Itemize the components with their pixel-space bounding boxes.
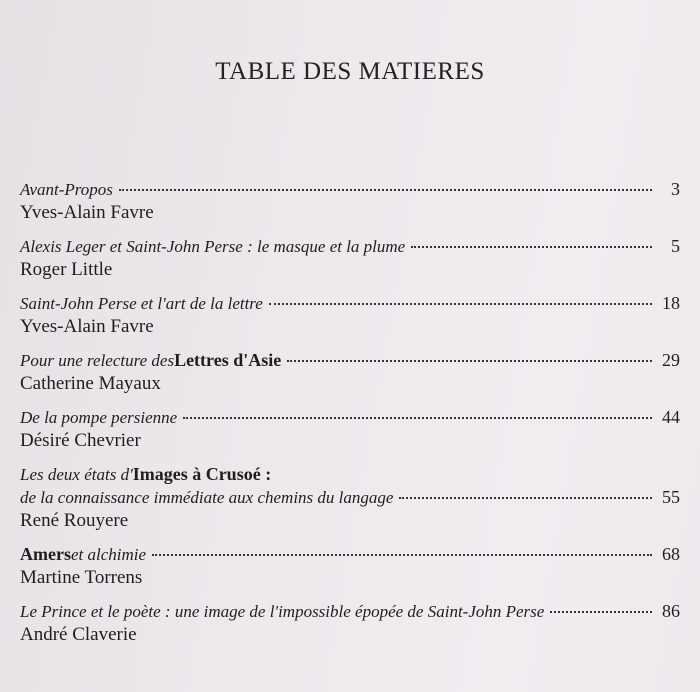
- page-title: TABLE DES MATIERES: [215, 58, 485, 85]
- page-number: 5: [671, 236, 680, 256]
- toc-entry: [20, 543, 680, 589]
- toc-entry-title: De la pompe persienne: [20, 408, 178, 427]
- page-number: 18: [662, 293, 680, 313]
- page-number: 86: [662, 601, 680, 621]
- dot-leader: [550, 611, 652, 613]
- page-number: 44: [662, 407, 680, 427]
- page-number: 3: [671, 179, 680, 199]
- toc-author: René Rouyere: [20, 510, 129, 531]
- toc-entry-title-line: [20, 543, 680, 566]
- toc-work-title: Lettres d'Asie: [174, 350, 282, 370]
- dot-leader: [399, 497, 652, 499]
- toc-entry-title: Alexis Leger et Saint-John Perse : le masque et la plume: [20, 237, 406, 256]
- page-number: 29: [662, 350, 680, 370]
- toc-author: Catherine Mayaux: [20, 373, 161, 394]
- toc-entry-title: et alchimie: [70, 545, 147, 564]
- dot-leader: [183, 417, 652, 419]
- toc-entry-title-line: [20, 463, 680, 486]
- toc-author: Roger Little: [20, 259, 113, 280]
- toc-entry: [20, 235, 680, 281]
- dot-leader: [119, 189, 652, 191]
- toc-entry-title-line: [20, 406, 680, 429]
- toc-entry-title-line: [20, 235, 680, 258]
- toc-entry: [20, 178, 680, 224]
- toc-entry-title-line: [20, 178, 680, 201]
- toc-entry-title-line: [20, 486, 680, 509]
- toc-entry: [20, 406, 680, 452]
- dot-leader: [269, 303, 652, 305]
- toc-entry: [20, 349, 680, 395]
- toc-list: [20, 178, 680, 657]
- toc-author: Yves-Alain Favre: [20, 316, 154, 337]
- toc-entry-title-line: [20, 600, 680, 623]
- toc-author: Martine Torrens: [20, 567, 143, 588]
- toc-author: André Claverie: [20, 624, 137, 645]
- toc-entry-title-line: [20, 292, 680, 315]
- toc-entry-title: de la connaissance immédiate aux chemins du langage: [20, 488, 394, 507]
- dot-leader: [287, 360, 652, 362]
- toc-entry-title-line: [20, 349, 680, 372]
- dot-leader: [152, 554, 652, 556]
- toc-work-title: Images à Crusoé :: [132, 464, 272, 484]
- toc-entry-title: Les deux états d': [20, 465, 133, 484]
- dot-leader: [411, 246, 652, 248]
- page-number: 55: [662, 487, 680, 507]
- toc-entry-title: Pour une relecture des: [20, 351, 175, 370]
- toc-entry: [20, 600, 680, 646]
- toc-author: Yves-Alain Favre: [20, 202, 154, 223]
- toc-entry-title: Saint-John Perse et l'art de la lettre: [20, 294, 263, 313]
- toc-entry: [20, 463, 680, 532]
- toc-entry-title: Avant-Propos: [20, 180, 113, 199]
- toc-work-title: Amers: [20, 544, 71, 564]
- page-number: 68: [662, 544, 680, 564]
- toc-author: Désiré Chevrier: [20, 430, 141, 451]
- toc-entry-title: Le Prince et le poète : une image de l'impossible épopée de Saint-John Perse: [20, 602, 545, 621]
- toc-entry: [20, 292, 680, 338]
